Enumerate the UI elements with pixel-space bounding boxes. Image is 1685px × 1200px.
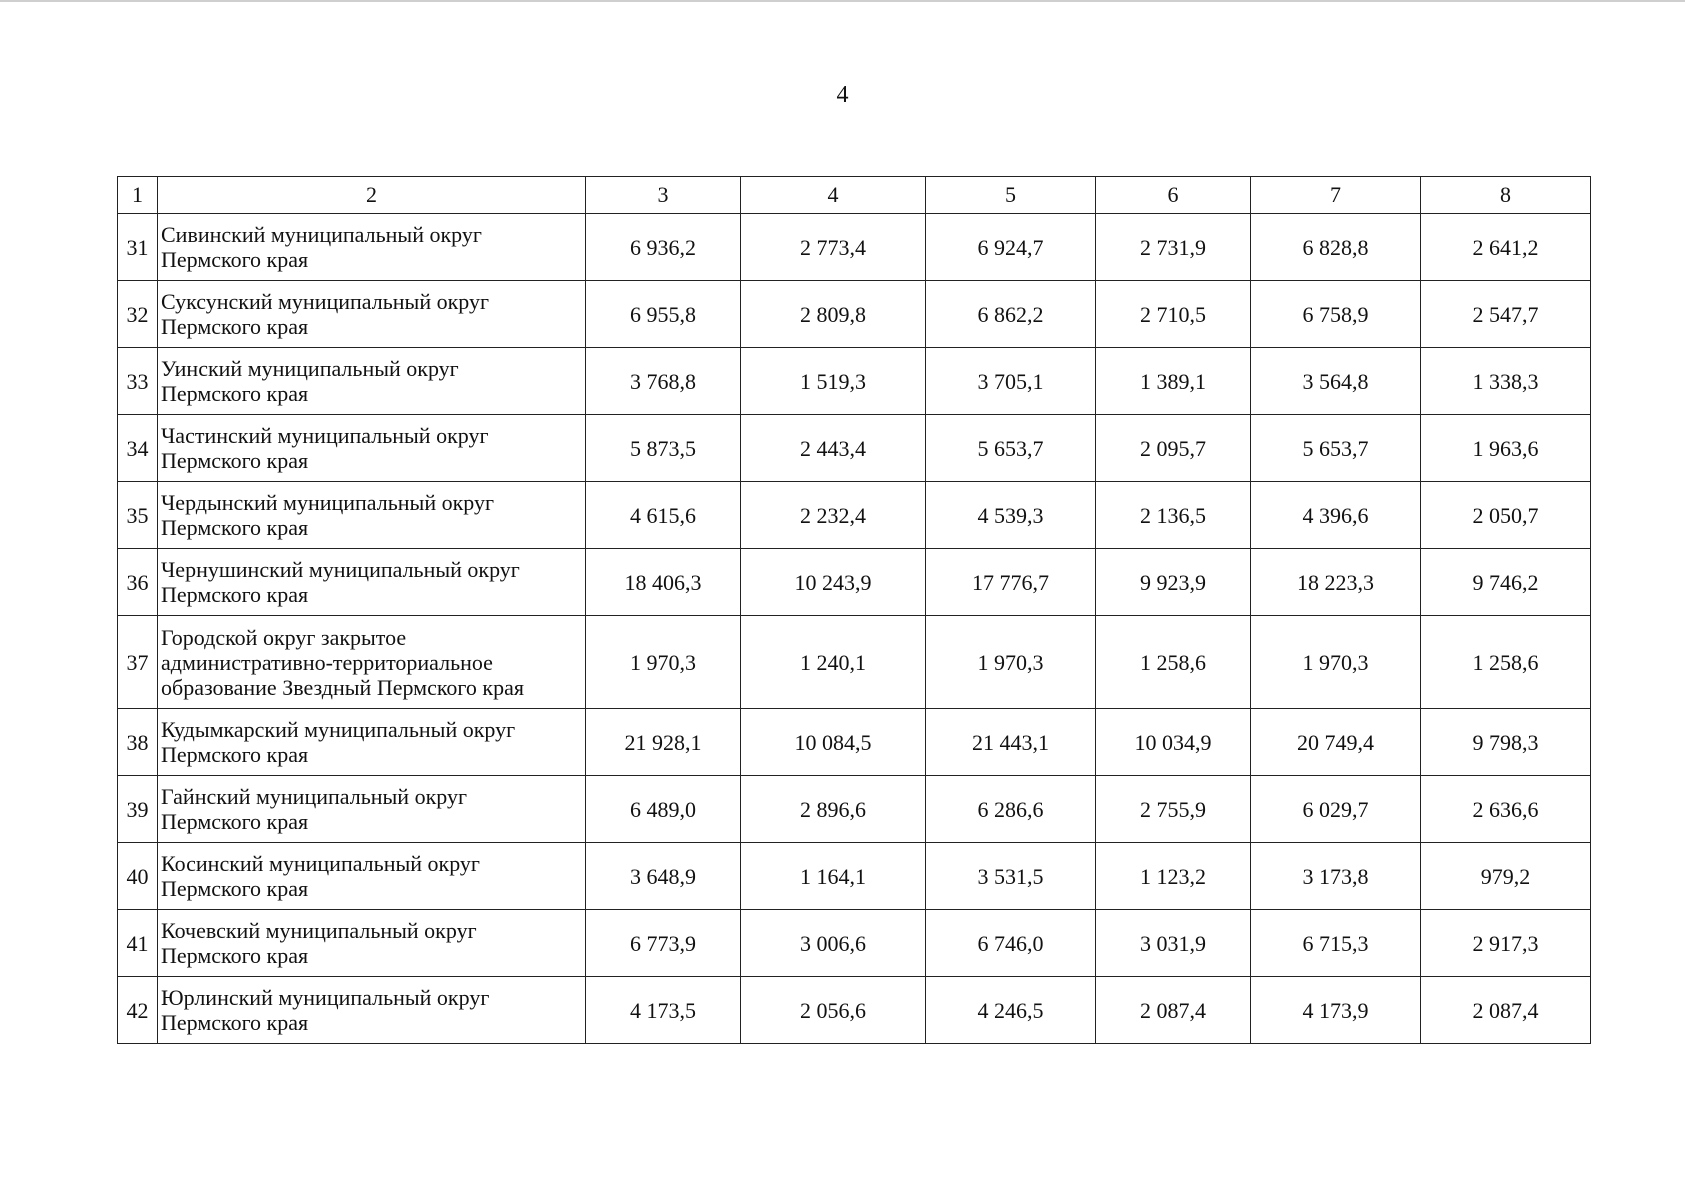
table-row [118, 214, 1591, 281]
table-row [118, 977, 1591, 1044]
municipality-name [158, 910, 586, 977]
value-cell-col-7: 4 396,6 [1251, 482, 1421, 549]
municipality-name [158, 977, 586, 1044]
municipality-name-line: Гайнский муниципальный округ [161, 784, 467, 809]
table-row [118, 843, 1591, 910]
value-cell-col-8: 2 050,7 [1421, 482, 1591, 549]
value-cell-col-7: 6 715,3 [1251, 910, 1421, 977]
value-cell-col-7: 20 749,4 [1251, 709, 1421, 776]
municipality-name-line: Сивинский муниципальный округ [161, 222, 482, 247]
value-cell-col-5: 3 531,5 [926, 843, 1096, 910]
municipality-name-line: Чердынский муниципальный округ [161, 490, 495, 515]
municipality-name-line: Пермского края [161, 448, 309, 473]
value-cell-col-5: 6 286,6 [926, 776, 1096, 843]
value-cell-col-6: 2 755,9 [1096, 776, 1251, 843]
value-cell-col-7: 4 173,9 [1251, 977, 1421, 1044]
value-cell-col-6: 3 031,9 [1096, 910, 1251, 977]
row-number: 39 [118, 776, 158, 843]
value-cell-col-5: 4 539,3 [926, 482, 1096, 549]
table-row [118, 549, 1591, 616]
value-cell-col-5: 17 776,7 [926, 549, 1096, 616]
value-cell-col-5: 6 746,0 [926, 910, 1096, 977]
municipality-name-line: Пермского края [161, 381, 309, 406]
column-header-8: 8 [1421, 177, 1591, 214]
table-row [118, 709, 1591, 776]
value-cell-col-4: 2 896,6 [741, 776, 926, 843]
row-number: 41 [118, 910, 158, 977]
value-cell-col-4: 10 243,9 [741, 549, 926, 616]
value-cell-col-5: 1 970,3 [926, 616, 1096, 709]
value-cell-col-7: 6 029,7 [1251, 776, 1421, 843]
table-body [118, 214, 1591, 1044]
value-cell-col-5: 6 862,2 [926, 281, 1096, 348]
municipality-name-line: Пермского края [161, 876, 309, 901]
municipality-name-line: Юрлинский муниципальный округ [161, 985, 490, 1010]
row-number: 37 [118, 616, 158, 709]
header-row [118, 177, 1591, 214]
value-cell-col-6: 2 710,5 [1096, 281, 1251, 348]
value-cell-col-6: 1 389,1 [1096, 348, 1251, 415]
value-cell-col-6: 1 258,6 [1096, 616, 1251, 709]
value-cell-col-7: 18 223,3 [1251, 549, 1421, 616]
municipality-name-line: Городской округ закрытое [161, 624, 407, 650]
value-cell-col-7: 5 653,7 [1251, 415, 1421, 482]
municipality-name-line: Пермского края [161, 314, 309, 339]
value-cell-col-4: 1 164,1 [741, 843, 926, 910]
value-cell-col-5: 5 653,7 [926, 415, 1096, 482]
row-number: 35 [118, 482, 158, 549]
value-cell-col-6: 1 123,2 [1096, 843, 1251, 910]
row-number: 36 [118, 549, 158, 616]
table-row [118, 776, 1591, 843]
row-number: 33 [118, 348, 158, 415]
value-cell-col-4: 2 809,8 [741, 281, 926, 348]
value-cell-col-3: 4 173,5 [586, 977, 741, 1044]
value-cell-col-3: 3 648,9 [586, 843, 741, 910]
value-cell-col-7: 3 564,8 [1251, 348, 1421, 415]
value-cell-col-4: 3 006,6 [741, 910, 926, 977]
municipality-name-line: Косинский муниципальный округ [161, 851, 480, 876]
municipality-name-line: Кочевский муниципальный округ [161, 918, 477, 943]
municipality-name [158, 776, 586, 843]
column-header-5: 5 [926, 177, 1096, 214]
row-number: 38 [118, 709, 158, 776]
value-cell-col-4: 2 056,6 [741, 977, 926, 1044]
municipality-name-line: Частинский муниципальный округ [161, 423, 489, 448]
value-cell-col-8: 1 338,3 [1421, 348, 1591, 415]
row-number: 32 [118, 281, 158, 348]
municipality-name [158, 415, 586, 482]
table-row [118, 910, 1591, 977]
row-number: 31 [118, 214, 158, 281]
value-cell-col-8: 979,2 [1421, 843, 1591, 910]
column-header-1: 1 [118, 177, 158, 214]
value-cell-col-8: 2 087,4 [1421, 977, 1591, 1044]
value-cell-col-4: 10 084,5 [741, 709, 926, 776]
municipality-name-line: Суксунский муниципальный округ [161, 289, 490, 314]
municipality-name-line: Кудымкарский муниципальный округ [161, 717, 516, 742]
value-cell-col-7: 3 173,8 [1251, 843, 1421, 910]
value-cell-col-8: 1 258,6 [1421, 616, 1591, 709]
table-row [118, 415, 1591, 482]
municipality-name-line: Чернушинский муниципальный округ [161, 557, 520, 582]
value-cell-col-4: 2 232,4 [741, 482, 926, 549]
value-cell-col-3: 21 928,1 [586, 709, 741, 776]
value-cell-col-3: 1 970,3 [586, 616, 741, 709]
column-header-3: 3 [586, 177, 741, 214]
value-cell-col-5: 3 705,1 [926, 348, 1096, 415]
value-cell-col-6: 2 136,5 [1096, 482, 1251, 549]
municipality-name-line: Пермского края [161, 247, 309, 272]
value-cell-col-7: 6 828,8 [1251, 214, 1421, 281]
municipality-name-line: административно-территориальное [161, 649, 493, 675]
municipality-name [158, 348, 586, 415]
page-number: 4 [836, 82, 849, 108]
value-cell-col-8: 2 547,7 [1421, 281, 1591, 348]
value-cell-col-4: 1 519,3 [741, 348, 926, 415]
value-cell-col-5: 4 246,5 [926, 977, 1096, 1044]
value-cell-col-8: 2 636,6 [1421, 776, 1591, 843]
municipality-name-line: Пермского края [161, 582, 309, 607]
value-cell-col-6: 10 034,9 [1096, 709, 1251, 776]
municipality-name [158, 482, 586, 549]
value-cell-col-4: 2 443,4 [741, 415, 926, 482]
table-row [118, 348, 1591, 415]
row-number: 42 [118, 977, 158, 1044]
municipality-name [158, 214, 586, 281]
value-cell-col-3: 6 955,8 [586, 281, 741, 348]
value-cell-col-3: 6 489,0 [586, 776, 741, 843]
value-cell-col-5: 21 443,1 [926, 709, 1096, 776]
value-cell-col-3: 18 406,3 [586, 549, 741, 616]
column-header-7: 7 [1251, 177, 1421, 214]
table-row [118, 616, 1591, 709]
value-cell-col-8: 2 641,2 [1421, 214, 1591, 281]
value-cell-col-4: 1 240,1 [741, 616, 926, 709]
value-cell-col-3: 3 768,8 [586, 348, 741, 415]
value-cell-col-8: 9 798,3 [1421, 709, 1591, 776]
value-cell-col-8: 2 917,3 [1421, 910, 1591, 977]
municipality-name-line: Пермского края [161, 742, 309, 767]
row-number: 40 [118, 843, 158, 910]
municipality-name [158, 616, 586, 709]
column-header-4: 4 [741, 177, 926, 214]
row-number: 34 [118, 415, 158, 482]
value-cell-col-3: 6 936,2 [586, 214, 741, 281]
municipality-name-line: Пермского края [161, 943, 309, 968]
value-cell-col-6: 2 095,7 [1096, 415, 1251, 482]
value-cell-col-6: 9 923,9 [1096, 549, 1251, 616]
value-cell-col-7: 6 758,9 [1251, 281, 1421, 348]
value-cell-col-3: 4 615,6 [586, 482, 741, 549]
value-cell-col-7: 1 970,3 [1251, 616, 1421, 709]
data-table [117, 176, 1591, 1044]
value-cell-col-4: 2 773,4 [741, 214, 926, 281]
value-cell-col-6: 2 731,9 [1096, 214, 1251, 281]
municipality-name-line: Уинский муниципальный округ [161, 356, 459, 381]
table-row [118, 482, 1591, 549]
municipality-name-line: Пермского края [161, 1010, 309, 1035]
top-edge-rule [0, 0, 1685, 2]
value-cell-col-5: 6 924,7 [926, 214, 1096, 281]
municipality-name [158, 281, 586, 348]
value-cell-col-8: 1 963,6 [1421, 415, 1591, 482]
column-header-2: 2 [158, 177, 586, 214]
municipality-name-line: образование Звездный Пермского края [161, 674, 524, 700]
municipality-name [158, 549, 586, 616]
column-header-6: 6 [1096, 177, 1251, 214]
municipality-name-line: Пермского края [161, 809, 309, 834]
municipality-name [158, 843, 586, 910]
value-cell-col-8: 9 746,2 [1421, 549, 1591, 616]
municipality-name-line: Пермского края [161, 515, 309, 540]
table-row [118, 281, 1591, 348]
value-cell-col-3: 6 773,9 [586, 910, 741, 977]
value-cell-col-6: 2 087,4 [1096, 977, 1251, 1044]
value-cell-col-3: 5 873,5 [586, 415, 741, 482]
municipality-name [158, 709, 586, 776]
